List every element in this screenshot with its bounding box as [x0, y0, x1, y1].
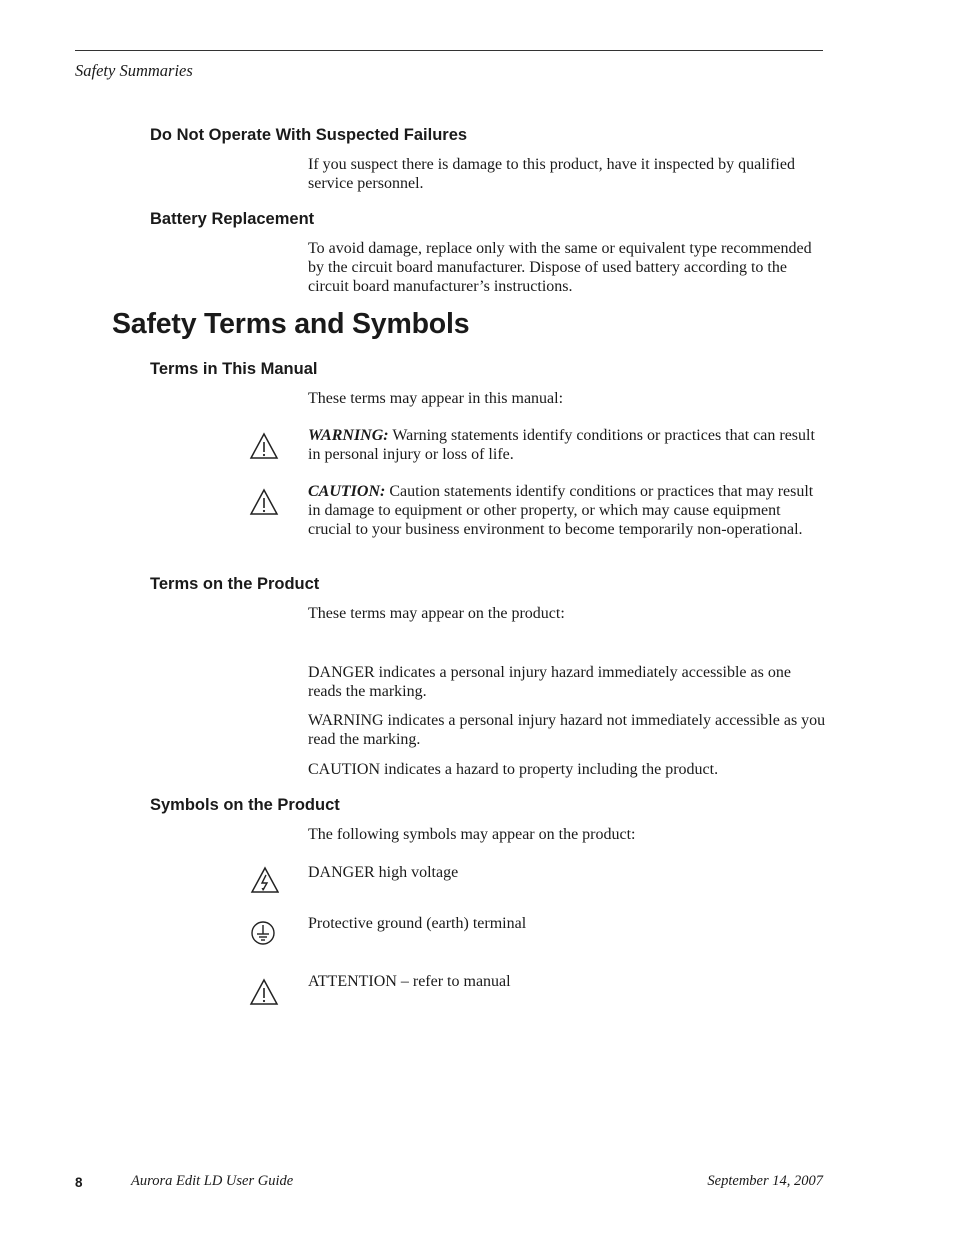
symbol-label-protective-ground: Protective ground (earth) terminal — [308, 915, 527, 932]
symbol-label-high-voltage: DANGER high voltage — [308, 864, 459, 881]
paragraph-danger-term: DANGER indicates a personal injury hazard immediately accessible as one reads the marking. — [308, 664, 791, 700]
paragraph-terms-on-product-intro: These terms may appear on the product: — [308, 605, 565, 622]
heading-battery-replacement: Battery Replacement — [150, 210, 315, 228]
caution-triangle-icon — [249, 432, 279, 462]
paragraph-terms-in-manual-intro: These terms may appear in this manual: — [308, 390, 564, 407]
warning-keyword: WARNING: — [308, 427, 389, 444]
symbol-label-attention: ATTENTION – refer to manual — [308, 973, 511, 990]
warning-statement — [308, 426, 828, 464]
heading-suspected-failures: Do Not Operate With Suspected Failures — [150, 126, 468, 144]
warning-text: Warning statements identify conditions or practices that can result in personal injury or loss of life. — [308, 427, 815, 463]
paragraph-caution-term: CAUTION indicates a hazard to property including the product. — [308, 761, 719, 778]
high-voltage-icon — [249, 866, 279, 896]
page-number: 8 — [75, 1175, 83, 1190]
attention-triangle-icon — [249, 978, 279, 1008]
footer-document-title: Aurora Edit LD User Guide — [131, 1173, 294, 1189]
paragraph-battery-replacement: To avoid damage, replace only with the same or equivalent type recommended by the circuit board manufacturer. Dispose of used battery according to the circuit board manufacturer’s instructions. — [308, 240, 812, 295]
header-rule — [75, 50, 823, 51]
protective-ground-icon — [249, 919, 279, 949]
caution-triangle-icon — [249, 488, 279, 518]
paragraph-suspected-failures: If you suspect there is damage to this product, have it inspected by qualified service personnel. — [308, 156, 795, 192]
heading-terms-in-manual: Terms in This Manual — [150, 360, 318, 378]
heading-terms-on-product: Terms on the Product — [150, 575, 320, 593]
paragraph-symbols-intro: The following symbols may appear on the product: — [308, 826, 636, 843]
footer-date: September 14, 2007 — [707, 1173, 823, 1189]
caution-statement — [308, 482, 828, 539]
heading-symbols-on-product: Symbols on the Product — [150, 796, 340, 814]
caution-text: Caution statements identify conditions or practices that may result in damage to equipment or other property, or which may cause equipment crucial to your business environment to become temporarily non-operational. — [308, 483, 814, 538]
page-title: Safety Terms and Symbols — [112, 308, 470, 340]
running-header: Safety Summaries — [75, 61, 193, 80]
caution-keyword: CAUTION: — [308, 483, 386, 500]
paragraph-warning-term: WARNING indicates a personal injury hazard not immediately accessible as you read the marking. — [308, 712, 826, 748]
